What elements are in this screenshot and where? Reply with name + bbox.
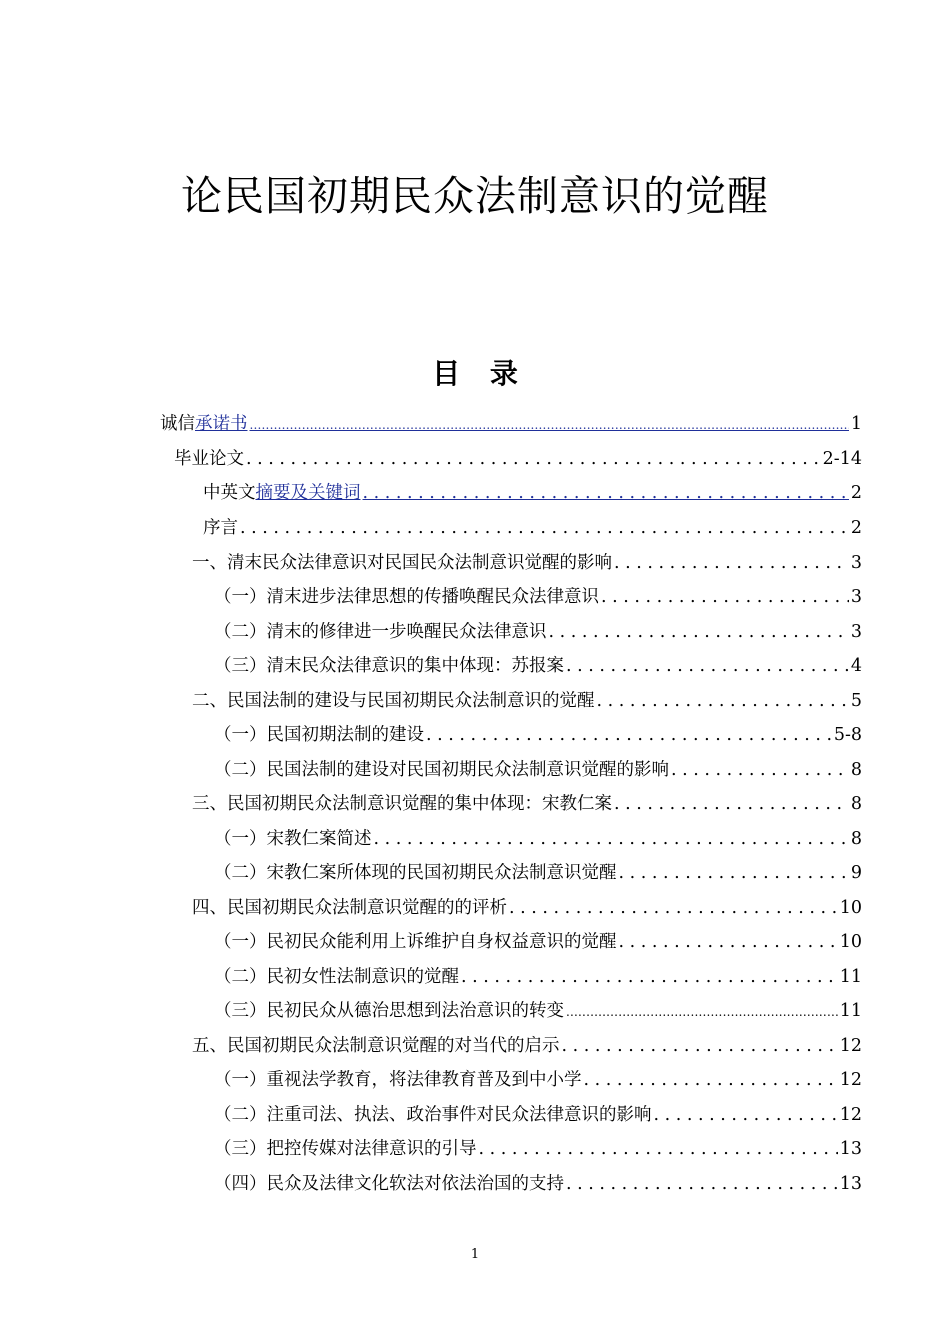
toc-entry-label: （二）民国法制的建设对民国初期民众法制意识觉醒的影响 [214, 760, 669, 780]
toc-entry[interactable] [214, 927, 862, 957]
toc-entry[interactable] [203, 478, 862, 508]
document-title: 论民国初期民众法制意识的觉醒 [181, 172, 769, 220]
toc-entry-label: （一）民初民众能利用上诉维护自身权益意识的觉醒 [214, 932, 617, 952]
toc-leader-dots [244, 444, 821, 474]
toc-entry-label: （三）民初民众从德治思想到法治意识的转变 [214, 1001, 564, 1021]
toc-entry-page: 5 [850, 691, 862, 711]
toc-entry-label: 中英文 [203, 483, 256, 503]
toc-entry[interactable] [214, 651, 862, 681]
toc-entry-page: 12 [839, 1036, 862, 1056]
toc-leader-dots [477, 1134, 838, 1164]
toc-entry[interactable] [214, 617, 862, 647]
toc-leader-dots [564, 1169, 838, 1199]
toc-entry-page: 2 [850, 483, 862, 503]
toc-entry-label: （二）民初女性法制意识的觉醒 [214, 967, 459, 987]
toc-entry[interactable] [214, 1100, 862, 1130]
toc-entry-page: 2 [850, 518, 862, 538]
toc-entry[interactable] [214, 755, 862, 785]
toc-leader-dots [547, 617, 849, 647]
toc-entry-page: 1 [850, 414, 862, 434]
toc-entry[interactable] [214, 996, 862, 1026]
toc-entry-label: （三）把控传媒对法律意识的引导 [214, 1139, 477, 1159]
toc-heading: 目 录 [432, 357, 518, 390]
toc-entry-page: 8 [850, 794, 862, 814]
toc-entry-page: 13 [839, 1174, 862, 1194]
toc-entry-page: 12 [839, 1105, 862, 1125]
toc-entry-label: 毕业论文 [174, 449, 244, 469]
toc-entry-page: 5-8 [833, 725, 862, 745]
toc-leader-dots [617, 858, 849, 888]
toc-leader-dots [238, 513, 849, 543]
toc-entry-page: 11 [839, 1001, 862, 1021]
toc-leader-dots [459, 962, 838, 992]
toc-entry-page: 4 [850, 656, 862, 676]
toc-entry-page: 3 [850, 587, 862, 607]
toc-entry[interactable] [214, 962, 862, 992]
toc-entry-page: 9 [850, 863, 862, 883]
toc-leader-dots [595, 686, 849, 716]
toc-leader-dots [507, 893, 838, 923]
toc-entry[interactable] [214, 1134, 862, 1164]
toc-leader-dots [248, 409, 849, 439]
toc-entry-page: 12 [839, 1070, 862, 1090]
toc-entry-page: 13 [839, 1139, 862, 1159]
toc-leader-dots [652, 1100, 838, 1130]
toc-entry[interactable] [192, 686, 862, 716]
toc-leader-dots [361, 478, 849, 508]
toc-leader-dots [582, 1065, 838, 1095]
toc-leader-dots [564, 651, 849, 681]
toc-leader-dots [669, 755, 849, 785]
toc-entry-label: 三、民国初期民众法制意识觉醒的集中体现：宋教仁案 [192, 794, 612, 814]
toc-entry[interactable] [192, 1031, 862, 1061]
toc-entry-label: 五、民国初期民众法制意识觉醒的对当代的启示 [192, 1036, 560, 1056]
page-number: 1 [470, 1247, 480, 1262]
toc-entry[interactable] [214, 720, 862, 750]
toc-entry-label: （二）注重司法、执法、政治事件对民众法律意识的影响 [214, 1105, 652, 1125]
toc-entry[interactable] [192, 548, 862, 578]
toc-entry[interactable] [192, 893, 862, 923]
toc-entry-label: 四、民国初期民众法制意识觉醒的的评析 [192, 898, 507, 918]
toc-leader-dots [617, 927, 838, 957]
toc-entry[interactable] [214, 1169, 862, 1199]
toc-entry[interactable] [174, 444, 862, 474]
toc-entry-label: （一）民国初期法制的建设 [214, 725, 424, 745]
toc-entry[interactable] [214, 824, 862, 854]
toc-entry-label: （一）清末进步法律思想的传播唤醒民众法律意识 [214, 587, 599, 607]
toc-entry-label: （二）宋教仁案所体现的民国初期民众法制意识觉醒 [214, 863, 617, 883]
toc-entry[interactable] [203, 513, 862, 543]
toc-leader-dots [612, 548, 849, 578]
toc-entry-label: 一、清末民众法律意识对民国民众法制意识觉醒的影响 [192, 553, 612, 573]
toc-entry[interactable] [160, 409, 862, 439]
toc-entry-label: （三）清末民众法律意识的集中体现：苏报案 [214, 656, 564, 676]
toc-entry-page: 3 [850, 622, 862, 642]
toc-entry-label: 二、民国法制的建设与民国初期民众法制意识的觉醒 [192, 691, 595, 711]
toc-entry-label: 诚信 [160, 414, 195, 434]
toc-leader-dots [560, 1031, 838, 1061]
toc-entry-label: （一）重视法学教育，将法律教育普及到中小学 [214, 1070, 582, 1090]
toc-entry[interactable] [214, 582, 862, 612]
toc-leader-dots [424, 720, 832, 750]
toc-entry-label: （二）清末的修律进一步唤醒民众法律意识 [214, 622, 547, 642]
toc-entry[interactable] [192, 789, 862, 819]
toc-leader-dots [564, 996, 838, 1026]
toc-entry-link[interactable]: 摘要及关键词 [255, 483, 361, 503]
toc-leader-dots [372, 824, 849, 854]
toc-entry-link[interactable]: 承诺书 [195, 414, 248, 434]
toc-entry-page: 2-14 [822, 449, 862, 469]
toc-entry-label: 序言 [203, 518, 238, 538]
toc-entry-page: 8 [850, 829, 862, 849]
toc-leader-dots [612, 789, 849, 819]
toc-entry-page: 11 [839, 967, 862, 987]
toc-entry[interactable] [214, 1065, 862, 1095]
toc-leader-dots [599, 582, 849, 612]
toc-entry-page: 3 [850, 553, 862, 573]
toc-entry[interactable] [214, 858, 862, 888]
toc-entry-label: （一）宋教仁案简述 [214, 829, 372, 849]
toc-entry-page: 8 [850, 760, 862, 780]
toc-entry-page: 10 [839, 898, 862, 918]
toc-entry-label: （四）民众及法律文化软法对依法治国的支持 [214, 1174, 564, 1194]
toc-entry-page: 10 [839, 932, 862, 952]
